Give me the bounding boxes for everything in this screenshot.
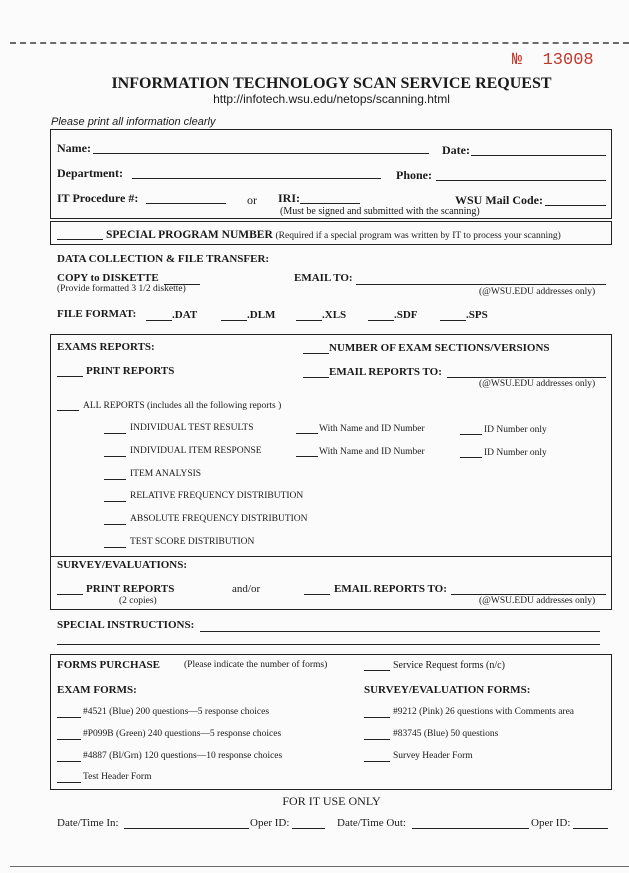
iri-note: (Must be signed and submitted with the scanning) xyxy=(280,206,480,217)
individual-item-label: INDIVIDUAL ITEM RESPONSE xyxy=(130,446,262,456)
all-reports-field[interactable] xyxy=(57,410,79,411)
test-score-label: TEST SCORE DISTRIBUTION xyxy=(130,537,255,547)
email-to-field[interactable] xyxy=(356,284,606,285)
special-program-note: (Required if a special program was written by IT to process your scanning) xyxy=(275,231,561,241)
for-it-use-only: FOR IT USE ONLY xyxy=(282,794,381,808)
individual-item-id-field[interactable] xyxy=(460,457,482,458)
date-out-label: Date/Time Out: xyxy=(337,817,406,829)
individual-test-name-field[interactable] xyxy=(296,433,318,434)
item-analysis-label: ITEM ANALYSIS xyxy=(130,469,202,479)
individual-item-name-label: With Name and ID Number xyxy=(319,447,425,457)
test-header-label: Test Header Form xyxy=(83,772,152,782)
phone-label: Phone: xyxy=(396,168,432,182)
individual-test-name-label: With Name and ID Number xyxy=(319,424,425,434)
serial-prefix: № xyxy=(512,51,523,70)
date-label: Date: xyxy=(442,143,470,157)
diskette-note: (Provide formatted 3 1/2 diskette) xyxy=(57,284,186,294)
test-score-field[interactable] xyxy=(104,547,126,548)
survey-header-field[interactable] xyxy=(364,761,390,762)
survey-email-field[interactable] xyxy=(451,594,606,595)
file-format-label: FILE FORMAT: xyxy=(57,308,137,320)
individual-item-name-field[interactable] xyxy=(296,456,318,457)
form-83745-label: #83745 (Blue) 50 questions xyxy=(393,729,499,739)
survey-forms-heading: SURVEY/EVALUATION FORMS: xyxy=(364,684,531,696)
name-field[interactable] xyxy=(93,153,429,154)
item-analysis-field[interactable] xyxy=(104,479,126,480)
special-program-field[interactable] xyxy=(57,239,103,240)
phone-field[interactable] xyxy=(436,180,606,181)
exam-print-label: PRINT REPORTS xyxy=(86,365,175,377)
form-title: INFORMATION TECHNOLOGY SCAN SERVICE REQUEST xyxy=(111,75,552,92)
form-4521-field[interactable] xyxy=(57,717,81,718)
form-83745-field[interactable] xyxy=(364,739,390,740)
exam-sections-field[interactable] xyxy=(303,353,329,354)
exam-forms-heading: EXAM FORMS: xyxy=(57,684,137,696)
exam-email-field[interactable] xyxy=(447,377,606,378)
special-program-label: SPECIAL PROGRAM NUMBER xyxy=(106,229,273,241)
service-request-label: Service Request forms (n/c) xyxy=(393,660,505,671)
date-in-field[interactable] xyxy=(124,828,249,829)
forms-box xyxy=(50,654,612,790)
it-procedure-label: IT Procedure #: xyxy=(57,191,139,205)
format-dat-field[interactable] xyxy=(146,320,172,321)
exam-email-label: EMAIL REPORTS TO: xyxy=(329,366,442,378)
exams-heading: EXAMS REPORTS: xyxy=(57,341,155,353)
department-label: Department: xyxy=(57,166,123,180)
special-instructions-field-2[interactable] xyxy=(57,644,600,645)
format-sdf-field[interactable] xyxy=(368,320,394,321)
relative-frequency-field[interactable] xyxy=(104,501,126,502)
serial-number xyxy=(512,51,594,70)
all-reports-label: ALL REPORTS (includes all the following reports ) xyxy=(83,401,282,411)
perforation-top xyxy=(10,42,629,44)
format-xls-field[interactable] xyxy=(296,320,322,321)
survey-copies-note: (2 copies) xyxy=(119,596,157,606)
individual-test-id-label: ID Number only xyxy=(484,425,547,435)
exam-sections-label: NUMBER OF EXAM SECTIONS/VERSIONS xyxy=(329,342,550,354)
special-instructions-label: SPECIAL INSTRUCTIONS: xyxy=(57,619,195,631)
date-in-label: Date/Time In: xyxy=(57,817,119,829)
form-4521-label: #4521 (Blue) 200 questions—5 response choices xyxy=(83,707,270,717)
oper-id2-label: Oper ID: xyxy=(531,817,571,829)
format-xls-label: .XLS xyxy=(322,309,347,321)
page-bottom-edge xyxy=(10,866,629,867)
forms-heading: FORMS PURCHASE xyxy=(57,659,160,671)
department-field[interactable] xyxy=(132,178,381,179)
exam-email-check[interactable] xyxy=(303,377,329,378)
survey-print-label: PRINT REPORTS xyxy=(86,583,175,595)
oper-id2-field[interactable] xyxy=(573,828,608,829)
oper-id-label: Oper ID: xyxy=(250,817,290,829)
mail-code-field[interactable] xyxy=(545,205,606,206)
oper-id-field[interactable] xyxy=(292,828,325,829)
survey-andor: and/or xyxy=(232,583,261,595)
form-4887-field[interactable] xyxy=(57,761,81,762)
service-request-field[interactable] xyxy=(364,670,390,671)
print-instruction: Please print all information clearly xyxy=(51,116,216,128)
special-instructions-field[interactable] xyxy=(200,631,600,632)
individual-item-field[interactable] xyxy=(104,456,126,457)
exam-print-field[interactable] xyxy=(57,376,83,377)
iri-label: IRI: xyxy=(278,191,301,205)
special-program-text xyxy=(106,229,561,241)
survey-header-label: Survey Header Form xyxy=(393,751,473,761)
form-p099b-field[interactable] xyxy=(57,739,81,740)
format-sps-field[interactable] xyxy=(440,320,466,321)
or-label: or xyxy=(247,193,257,207)
absolute-frequency-field[interactable] xyxy=(104,524,126,525)
survey-wsu-note: (@WSU.EDU addresses only) xyxy=(479,596,596,606)
copy-diskette-label: COPY to DISKETTE xyxy=(57,272,159,284)
test-header-field[interactable] xyxy=(57,782,81,783)
exam-wsu-note: (@WSU.EDU addresses only) xyxy=(479,379,596,389)
form-4887-label: #4887 (Bl/Grn) 120 questions—10 response choices xyxy=(83,751,283,761)
survey-divider xyxy=(50,556,611,557)
format-dlm-field[interactable] xyxy=(221,320,247,321)
mail-code-label: WSU Mail Code: xyxy=(455,193,543,207)
individual-test-field[interactable] xyxy=(104,433,126,434)
individual-test-label: INDIVIDUAL TEST RESULTS xyxy=(130,423,254,433)
relative-frequency-label: RELATIVE FREQUENCY DISTRIBUTION xyxy=(130,491,304,501)
format-dlm-label: .DLM xyxy=(247,309,276,321)
form-url: http://infotech.wsu.edu/netops/scanning.html xyxy=(213,92,450,106)
email-to-label: EMAIL TO: xyxy=(294,272,353,284)
survey-heading: SURVEY/EVALUATIONS: xyxy=(57,559,188,571)
survey-print-field[interactable] xyxy=(57,594,83,595)
date-out-field[interactable] xyxy=(412,828,529,829)
date-field[interactable] xyxy=(471,155,606,156)
absolute-frequency-label: ABSOLUTE FREQUENCY DISTRIBUTION xyxy=(130,514,308,524)
iri-field[interactable] xyxy=(300,203,360,204)
data-collection-heading: DATA COLLECTION & FILE TRANSFER: xyxy=(57,253,270,265)
it-procedure-field[interactable] xyxy=(146,203,226,204)
form-p099b-label: #P099B (Green) 240 questions—5 response choices xyxy=(83,729,282,739)
serial-value: 13008 xyxy=(542,51,594,70)
survey-email-check[interactable] xyxy=(304,594,330,595)
form-9212-field[interactable] xyxy=(364,717,390,718)
forms-note: (Please indicate the number of forms) xyxy=(184,660,328,670)
name-label: Name: xyxy=(57,141,91,155)
form-9212-label: #9212 (Pink) 26 questions with Comments area xyxy=(393,707,575,717)
individual-item-id-label: ID Number only xyxy=(484,448,547,458)
individual-test-id-field[interactable] xyxy=(460,434,482,435)
format-sdf-label: .SDF xyxy=(394,309,418,321)
format-dat-label: .DAT xyxy=(172,309,198,321)
email-wsu-note: (@WSU.EDU addresses only) xyxy=(479,287,596,297)
format-sps-label: .SPS xyxy=(466,309,488,321)
survey-email-label: EMAIL REPORTS TO: xyxy=(334,583,447,595)
